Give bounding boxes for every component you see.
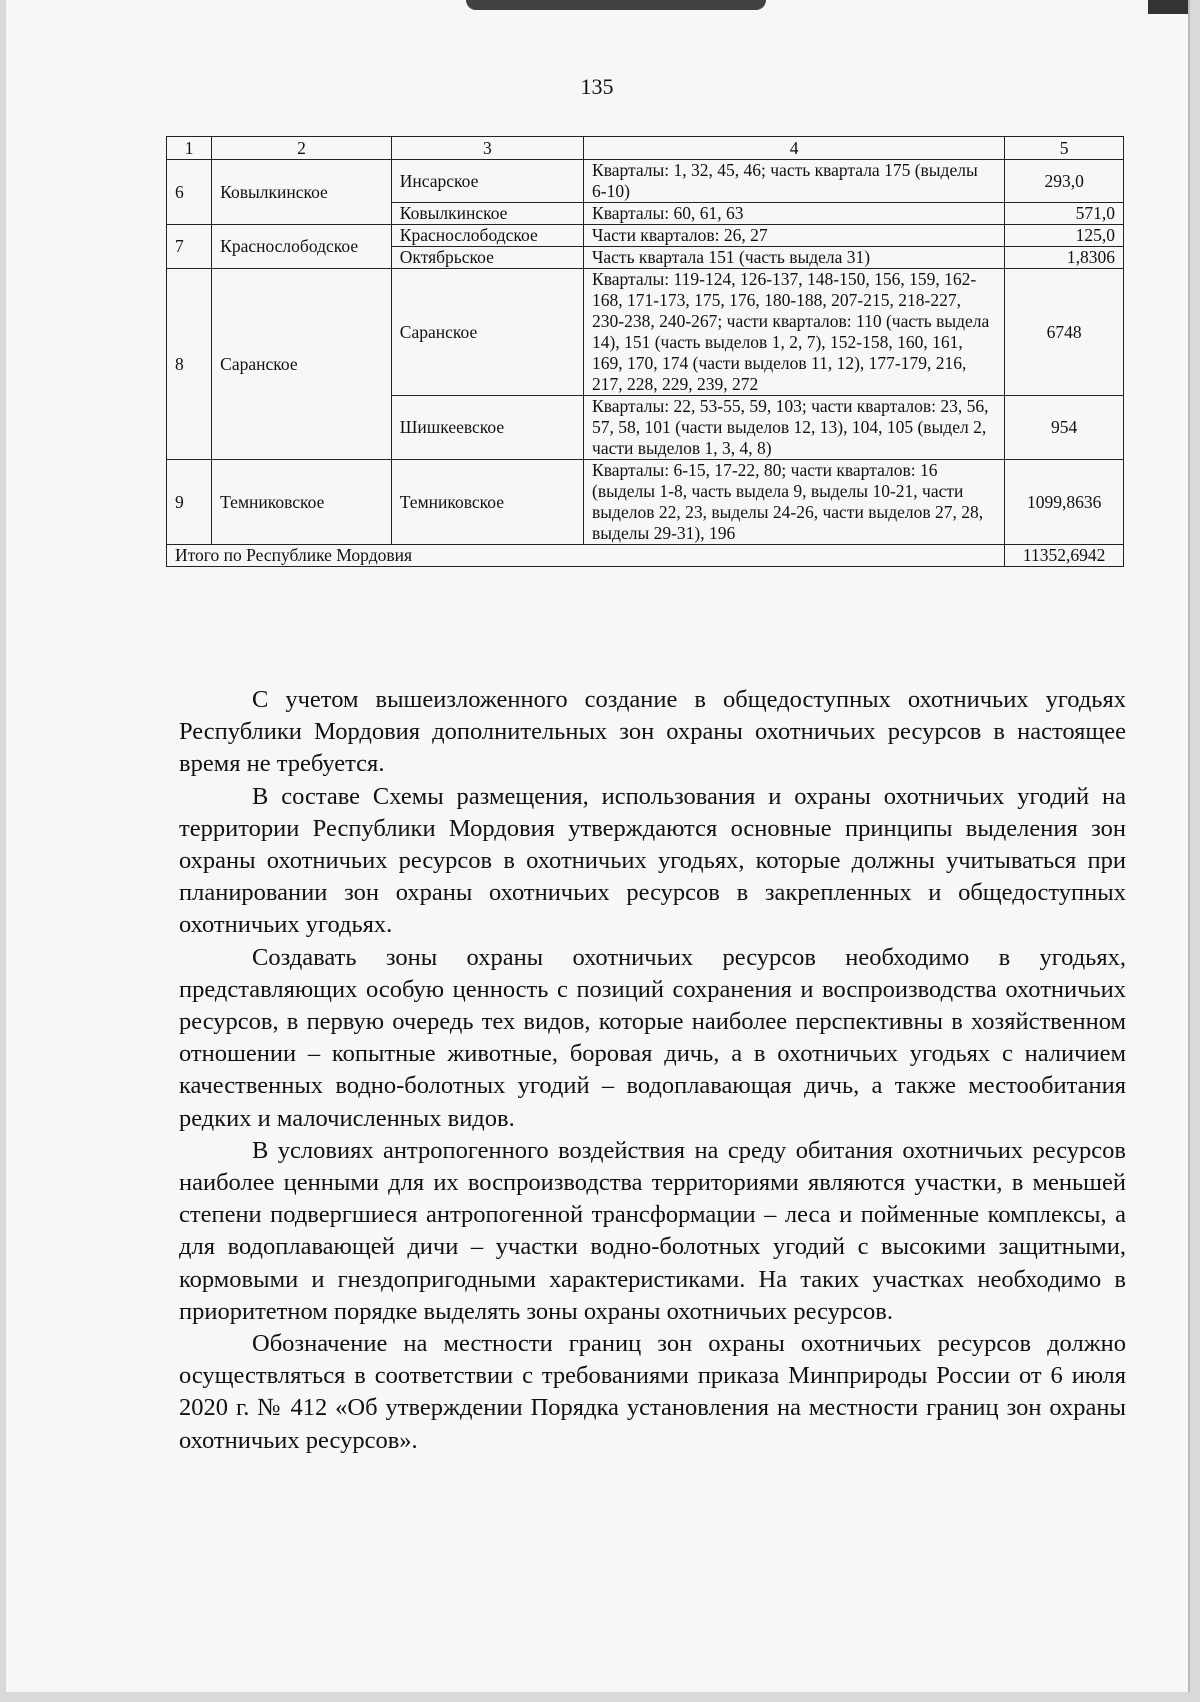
quarters-cell: Кварталы: 22, 53-55, 59, 103; части кварталов: 23, 56, 57, 58, 101 (части выделов 12, 13), 104, 105 (выдел 2, части выделов 1, 3, 4, 8) <box>584 396 1005 460</box>
table-total-row <box>167 545 1124 567</box>
quarters-cell: Кварталы: 119-124, 126-137, 148-150, 156, 159, 162-168, 171-173, 175, 176, 180-188, 207-215, 218-227, 230-238, 240-267; части кварталов: 110 (часть выдела 14), 151 (часть выделов 1, 2, 7), 152-158, 160, 161, 169, 170, 174 (части выделов 11, 12), 177-179, 216, 217, 228, 229, 239, 272 <box>584 269 1005 396</box>
page-number: 135 <box>580 74 614 99</box>
table-header-row <box>167 137 1124 160</box>
quarters-cell: Кварталы: 6-15, 17-22, 80; части кварталов: 16 (выделы 1-8, часть выдела 9, выделы 10-21, части выделов 22, 23, выделы 24-26, части выделов 27, 28, выделы 29-31), 196 <box>584 460 1005 545</box>
column-header: 3 <box>391 137 583 160</box>
column-header: 5 <box>1005 137 1124 160</box>
total-label: Итого по Республике Мордовия <box>167 545 1005 567</box>
area-cell: 6748 <box>1005 269 1124 396</box>
quarters-cell: Кварталы: 60, 61, 63 <box>584 203 1005 225</box>
row-number: 9 <box>167 460 212 545</box>
paragraph: В условиях антропогенного воздействия на среду обитания охотничьих ресурсов наиболее ценными для их воспроизводства территориями являются участки, в меньшей степени подвергшиеся антропогенной трансформации – леса и пойменные комплексы, а для водоплавающей дичи – участки водно-болотных угодий с высокими защитными, кормовыми и гнездопригодными характеристиками. На таких участках необходимо в приоритетном порядке выделять зоны охраны охотничьих ресурсов. <box>179 1136 1126 1325</box>
row-number: 8 <box>167 269 212 460</box>
scan-artifact-corner <box>1148 0 1188 14</box>
scan-artifact <box>466 0 766 10</box>
table-row <box>167 225 1124 247</box>
district-cell: Темниковское <box>212 460 392 545</box>
total-value: 11352,6942 <box>1005 545 1124 567</box>
column-header: 4 <box>584 137 1005 160</box>
body-text <box>179 684 1126 1457</box>
paragraph: Обозначение на местности границ зон охраны охотничьих ресурсов должно осуществляться в соответствии с требованиями приказа Минприроды России от 6 июля 2020 г. № 412 «Об утверждении Порядка установления на местности границ зон охраны охотничьих ресурсов». <box>179 1330 1126 1454</box>
forestry-cell: Октябрьское <box>391 247 583 269</box>
forestry-cell: Темниковское <box>391 460 583 545</box>
area-cell: 1,8306 <box>1005 247 1124 269</box>
forestry-cell: Ковылкинское <box>391 203 583 225</box>
forestry-cell: Краснослободское <box>391 225 583 247</box>
district-cell: Саранское <box>212 269 392 460</box>
zones-table <box>166 136 1124 567</box>
forestry-cell: Саранское <box>391 269 583 396</box>
table-row <box>167 460 1124 545</box>
table-row <box>167 160 1124 203</box>
quarters-cell: Части кварталов: 26, 27 <box>584 225 1005 247</box>
area-cell: 125,0 <box>1005 225 1124 247</box>
paragraph: В составе Схемы размещения, использования и охраны охотничьих угодий на территории Республики Мордовия утверждаются основные принципы выделения зон охраны охотничьих ресурсов в охотничьих угодьях, которые должны учитываться при планировании зон охраны охотничьих ресурсов в закрепленных и общедоступных охотничьих угодьях. <box>179 782 1126 939</box>
row-number: 7 <box>167 225 212 269</box>
forestry-cell: Инсарское <box>391 160 583 203</box>
area-cell: 571,0 <box>1005 203 1124 225</box>
table-row <box>167 269 1124 396</box>
column-header: 1 <box>167 137 212 160</box>
document-page <box>6 0 1190 1692</box>
area-cell: 1099,8636 <box>1005 460 1124 545</box>
column-header: 2 <box>212 137 392 160</box>
paragraph: С учетом вышеизложенного создание в общедоступных охотничьих угодьях Республики Мордовия дополнительных зон охраны охотничьих ресурсов в настоящее время не требуется. <box>179 686 1126 778</box>
row-number: 6 <box>167 160 212 225</box>
paragraph: Создавать зоны охраны охотничьих ресурсов необходимо в угодьях, представляющих особую ценность с позиций сохранения и воспроизводства охотничьих ресурсов, в первую очередь тех видов, которые наиболее перспективны в хозяйственном отношении – копытные животные, боровая дичь, а в охотничьих угодьях с наличием качественных водно-болотных угодий – водоплавающая дичь, а также местообитания редких и малочисленных видов. <box>179 943 1126 1132</box>
district-cell: Краснослободское <box>212 225 392 269</box>
quarters-cell: Часть квартала 151 (часть выдела 31) <box>584 247 1005 269</box>
area-cell: 293,0 <box>1005 160 1124 203</box>
forestry-cell: Шишкеевское <box>391 396 583 460</box>
district-cell: Ковылкинское <box>212 160 392 225</box>
quarters-cell: Кварталы: 1, 32, 45, 46; часть квартала 175 (выделы 6-10) <box>584 160 1005 203</box>
area-cell: 954 <box>1005 396 1124 460</box>
